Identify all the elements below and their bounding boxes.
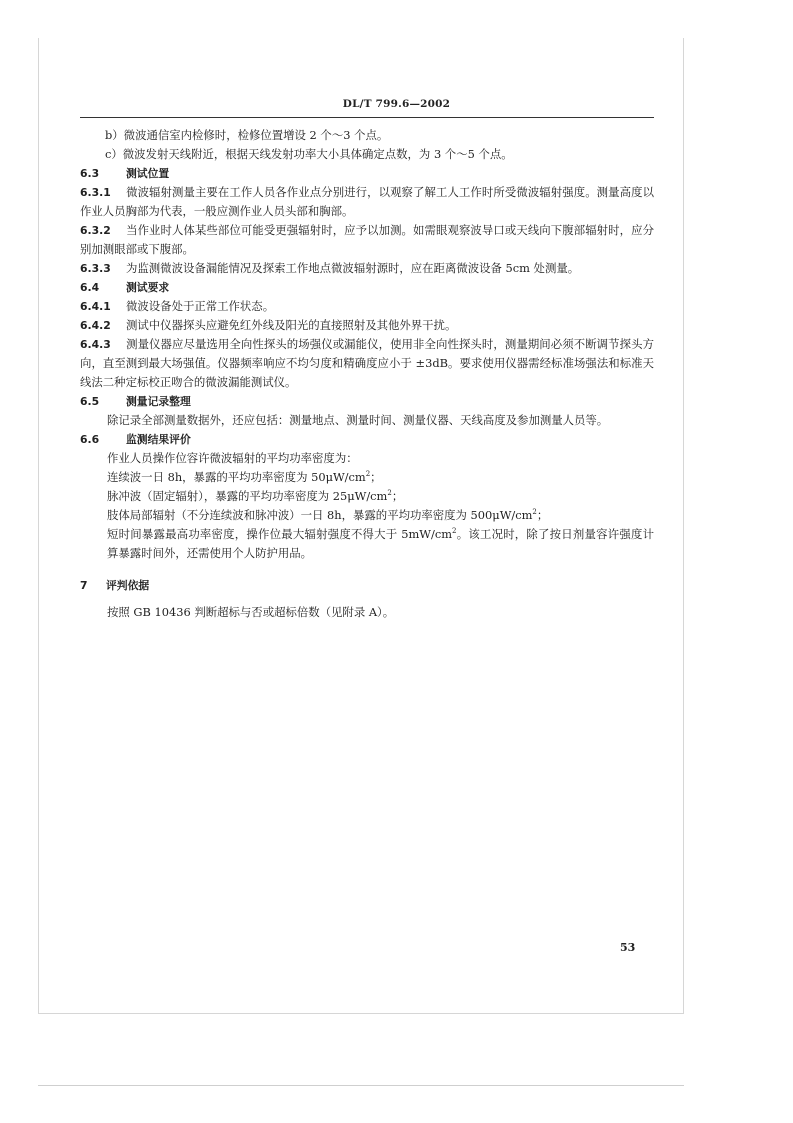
superscript: 2 [532, 508, 537, 517]
list-item-c: c）微波发射天线附近，根据天线发射功率大小具体确定点数，为 3 个～5 个点。 [105, 147, 513, 161]
chapter-title: 评判依据 [106, 579, 150, 592]
section-number: 6.4 [80, 281, 100, 294]
clause-text: 为监测微波设备漏能情况及探索工作地点微波辐射源时，应在距离微波设备 5cm 处测量。 [126, 261, 580, 275]
clause-text: 微波辐射测量主要在工作人员各作业点分别进行，以观察了解工人工作时所受微波辐射强度。测量高度以作业人员胸部为代表，一般应测作业人员头部和胸部。 [80, 185, 654, 218]
clause-number: 6.3.2 [80, 224, 111, 237]
superscript: 2 [387, 489, 392, 498]
page-number: 53 [620, 941, 636, 954]
clause-number: 6.4.1 [80, 300, 111, 313]
evaluation-pulse-wave [80, 487, 654, 506]
clause-6-4-2 [80, 316, 654, 335]
section-6-5-heading [80, 392, 654, 411]
clause-text: 微波设备处于正常工作状态。 [126, 299, 275, 313]
clause-6-4-1 [80, 297, 654, 316]
section-6-5-text: 除记录全部测量数据外，还应包括：测量地点、测量时间、测量仪器、天线高度及参加测量人员等。 [107, 413, 609, 427]
evaluation-short-exposure [80, 525, 654, 563]
section-title: 监测结果评价 [126, 433, 191, 446]
evaluation-continuous-wave [80, 468, 654, 487]
evaluation-text: 连续波一日 8h，暴露的平均功率密度为 50μW/cm [107, 470, 366, 484]
superscript: 2 [365, 470, 371, 479]
chapter-number: 7 [80, 579, 88, 592]
superscript: 2 [452, 527, 457, 536]
footer-rule [38, 1085, 684, 1086]
clause-number: 6.3.1 [80, 186, 111, 199]
list-item-b: b）微波通信室内检修时，检修位置增设 2 个～3 个点。 [105, 128, 389, 142]
evaluation-text: 。该工况时，除了按日剂量容许强度计算暴露时间外，还需使用个人防护用品。 [107, 527, 654, 560]
document-code-header: DL/T 799.6—2002 [342, 98, 451, 110]
clause-6-3-1 [80, 183, 654, 221]
section-number: 6.5 [80, 395, 100, 408]
clause-text: 当作业时人体某些部位可能受更强辐射时，应予以加测。如需眼观察波导口或天线向下腹部辐射时，应分别加测眼部或下腹部。 [80, 223, 654, 256]
clause-text: 测量仪器应尽量选用全向性探头的场强仪或漏能仪，使用非全向性探头时，测量期间必须不断调节探头方向，直至测到最大场强值。仪器频率响应不均匀度和精确度应小于 ±3dB。要求使用仪器需经标准场强法和标准天线法二种定标校正吻合的微波漏能测试仪。 [80, 337, 654, 389]
section-number: 6.3 [80, 167, 100, 180]
section-title: 测量记录整理 [126, 395, 191, 408]
clause-6-4-3 [80, 335, 654, 392]
clause-6-3-2 [80, 221, 654, 259]
chapter-7-text: 按照 GB 10436 判断超标与否或超标倍数（见附录 A）。 [107, 605, 395, 619]
section-6-6-heading [80, 430, 654, 449]
clause-6-3-3 [80, 259, 654, 278]
section-number: 6.6 [80, 433, 100, 446]
header-rule [80, 117, 654, 118]
section-title: 测试要求 [126, 281, 170, 294]
section-6-4-heading [80, 278, 654, 297]
evaluation-limb-radiation [80, 506, 654, 525]
document-body [80, 126, 654, 622]
evaluation-intro: 作业人员操作位容许微波辐射的平均功率密度为： [107, 451, 358, 465]
section-6-3-heading [80, 164, 654, 183]
clause-number: 6.4.3 [80, 338, 111, 351]
clause-number: 6.4.2 [80, 319, 111, 332]
punctuation: ； [391, 489, 404, 503]
clause-number: 6.3.3 [80, 262, 111, 275]
evaluation-text: 短时间暴露最高功率密度，操作位最大辐射强度不得大于 5mW/cm [107, 527, 453, 541]
clause-text: 测试中仪器探头应避免红外线及阳光的直接照射及其他外界干扰。 [126, 318, 457, 332]
section-title: 测试位置 [126, 167, 170, 180]
evaluation-text: 脉冲波（固定辐射），暴露的平均功率密度为 25μW/cm [107, 489, 388, 503]
punctuation: ； [536, 508, 549, 522]
chapter-7-heading [80, 576, 654, 595]
evaluation-text: 肢体局部辐射（不分连续波和脉冲波）一日 8h，暴露的平均功率密度为 500μW/cm [107, 508, 533, 522]
punctuation: ； [370, 470, 382, 484]
